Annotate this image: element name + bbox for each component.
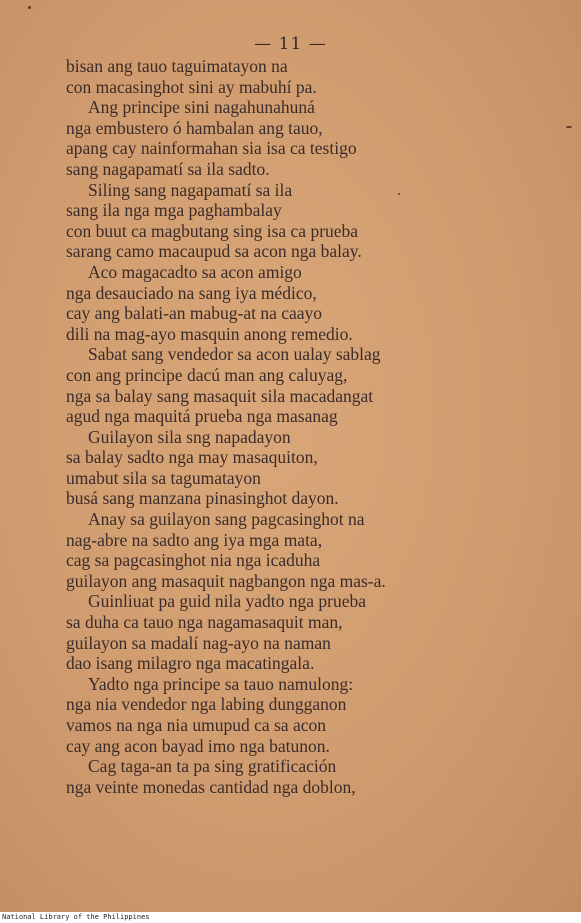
text-line: cay ang acon bayad imo nga batunon. <box>66 735 330 756</box>
text-line: dili na mag-ayo masquin anong remedio. <box>66 323 353 344</box>
text-line: cay ang balati-an mabug-at na caayo <box>66 303 323 324</box>
text-line: dao isang milagro nga macatingala. <box>66 653 315 674</box>
text-line: busá sang manzana pinasinghot dayon. <box>66 488 339 509</box>
poem-text <box>66 56 536 797</box>
text-line: Aco magacadto sa acon amigo <box>88 261 302 282</box>
text-line: guilayon ang masaquit nagbangon nga mas-a. <box>66 570 386 591</box>
text-line: nga desauciado na sang iya médico, <box>66 282 317 303</box>
text-line: vamos na nga nia umupud ca sa acon <box>66 715 326 735</box>
page-number: — 11 — <box>254 34 327 54</box>
text-line: nag-abre na sadto ang iya mga mata, <box>66 529 323 550</box>
text-line: nga veinte monedas cantidad nga doblon, <box>66 776 356 797</box>
text-line: Sabat sang vendedor sa acon ualay sablag <box>88 344 381 365</box>
text-line: Anay sa guilayon sang pagcasinghot na <box>88 509 365 530</box>
text-line: Yadto nga principe sa tauo namulong: <box>88 673 354 694</box>
text-line: cag sa pagcasinghot nia nga icaduha <box>66 550 321 571</box>
ink-speck <box>566 126 572 128</box>
text-line: sarang camo macaupud sa acon nga balay. <box>66 241 362 262</box>
text-line: con ang principe dacú man ang caluyag, <box>66 364 348 385</box>
text-line: sa duha ca tauo nga nagamasaquit man, <box>66 612 343 633</box>
text-line: Guilayon sila sng napadayon <box>88 426 291 447</box>
text-line: umabut sila sa tagumatayon <box>66 467 261 488</box>
text-line: nga sa balay sang masaquit sila macadangat <box>66 385 374 406</box>
text-line: sang ila nga mga paghambalay <box>66 200 282 221</box>
text-line: Guinliuat pa guid nila yadto nga prueba <box>88 591 366 612</box>
text-line: Siling sang nagapamatí sa ila <box>88 179 293 200</box>
library-credit: National Library of the Philippines <box>2 913 150 921</box>
text-line: apang cay nainformahan sia isa ca testigo <box>66 138 357 159</box>
text-line: bisan ang tauo taguimatayon na <box>66 56 288 76</box>
ink-speck <box>28 6 31 9</box>
text-line: Cag taga-an ta pa sing gratificación <box>88 756 337 777</box>
text-line: sa balay sadto nga may masaquiton, <box>66 447 318 468</box>
text-line: con buut ca magbutang sing isa ca prueba <box>66 220 359 241</box>
text-line: guilayon sa madalí nag-ayo na naman <box>66 632 331 653</box>
text-line: Ang principe sini nagahunahuná <box>88 97 315 118</box>
text-line: nga embustero ó hambalan ang tauo, <box>66 117 323 138</box>
text-line: nga nia vendedor nga labing dungganon <box>66 694 347 715</box>
text-line: agud nga maquitá prueba nga masanag <box>66 406 338 427</box>
text-line: con macasinghot sini ay mabuhí pa. <box>66 76 317 97</box>
text-line: sang nagapamatí sa ila sadto. <box>66 158 270 179</box>
